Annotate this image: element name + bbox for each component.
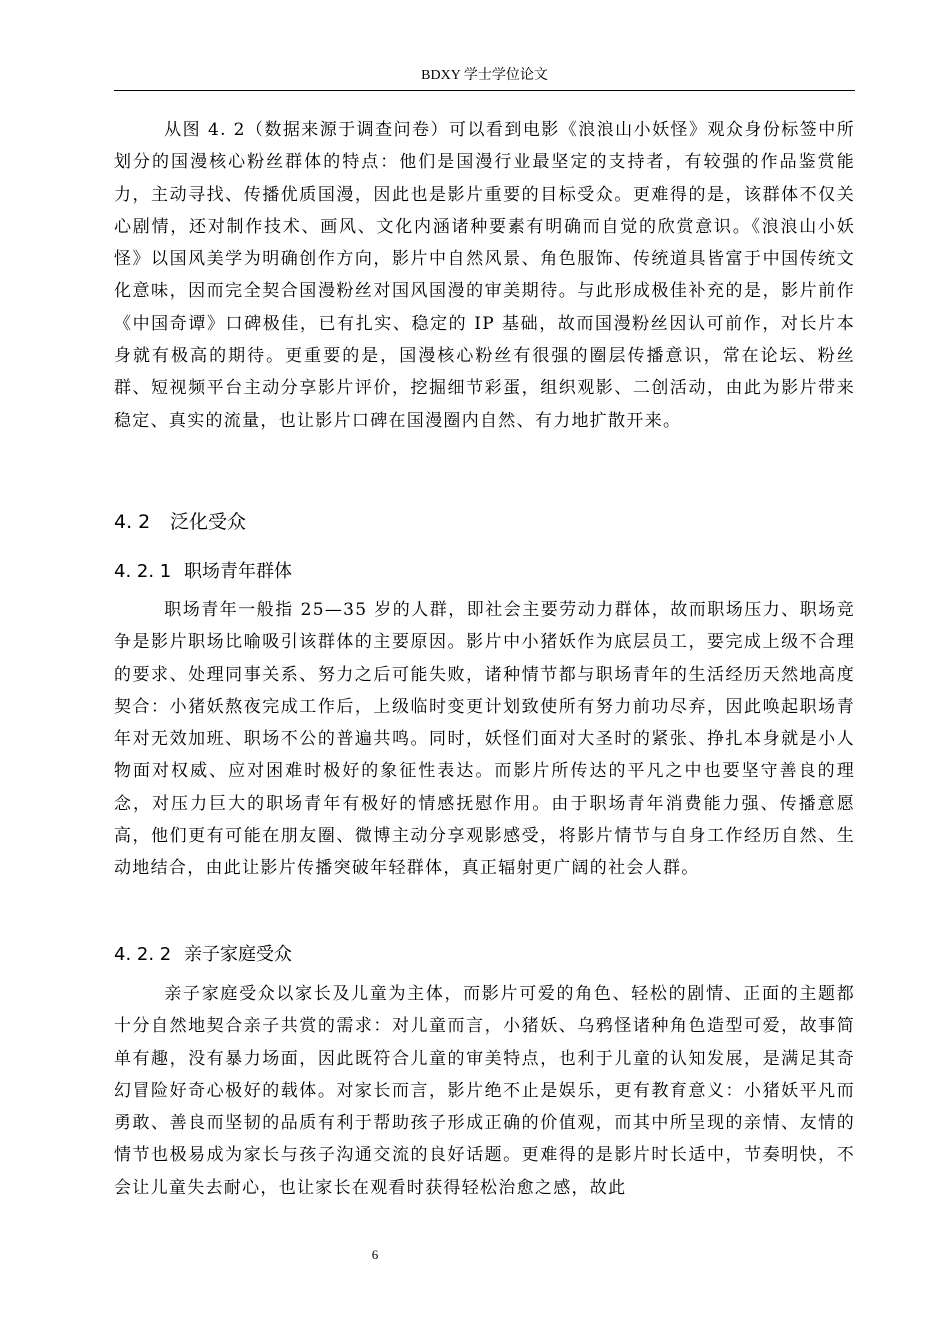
subsection-heading-4-2-2: [114, 943, 292, 967]
subsection-title: 职场青年群体: [184, 561, 292, 582]
section-number: 4. 2: [114, 511, 151, 533]
subsection-number: 4. 2. 2: [114, 944, 172, 965]
paragraph-core-fans: [114, 114, 855, 437]
subsection-heading-4-2-1: [114, 560, 292, 584]
header-rule: [114, 90, 855, 91]
paragraph-text: 职场青年一般指 25—35 岁的人群，即社会主要劳动力群体，故而职场压力、职场竞争是影片职场比喻吸引该群体的主要原因。影片中小猪妖作为底层员工，要完成上级不合理的要求、处理同事关系、努力之后可能失败，诸种情节都与职场青年的生活经历天然地高度契合：小猪妖熬夜完成工作后，上级临时变更计划致使所有努力前功尽弃，因此唤起职场青年对无效加班、职场不公的普遍共鸣。同时，妖怪们面对大圣时的紧张、挣扎本身就是小人物面对权威、应对困难时极好的象征性表达。而影片所传达的平凡之中也要坚守善良的理念，对压力巨大的职场青年有极好的情感抚慰作用。由于职场青年消费能力强、传播意愿高，他们更有可能在朋友圈、微博主动分享观影感受，将影片情节与自身工作经历自然、生动地结合，由此让影片传播突破年轻群体，真正辐射更广阔的社会人群。: [114, 600, 855, 879]
paragraph-family-audience: [114, 978, 855, 1204]
section-heading-4-2: [114, 509, 246, 535]
subsection-title: 亲子家庭受众: [184, 944, 292, 965]
paragraph-young-professionals: [114, 594, 855, 885]
running-header: BDXY 学士学位论文: [421, 68, 548, 83]
paragraph-text: 亲子家庭受众以家长及儿童为主体，而影片可爱的角色、轻松的剧情、正面的主题都十分自然地契合亲子共赏的需求：对儿童而言，小猪妖、乌鸦怪诸种角色造型可爱，故事简单有趣，没有暴力场面，因此既符合儿童的审美特点，也利于儿童的认知发展，是满足其奇幻冒险好奇心极好的载体。对家长而言，影片绝不止是娱乐，更有教育意义：小猪妖平凡而勇敢、善良而坚韧的品质有利于帮助孩子形成正确的价值观，而其中所呈现的亲情、友情的情节也极易成为家长与孩子沟通交流的良好话题。更难得的是影片时长适中，节奏明快，不会让儿童失去耐心，也让家长在观看时获得轻松治愈之感，故此: [114, 984, 855, 1198]
subsection-number: 4. 2. 1: [114, 561, 172, 582]
page-number: 6: [371, 1247, 379, 1262]
paragraph-text: 从图 4. 2（数据来源于调查问卷）可以看到电影《浪浪山小妖怪》观众身份标签中所划分的国漫核心粉丝群体的特点：他们是国漫行业最坚定的支持者，有较强的作品鉴赏能力，主动寻找、传播优质国漫，因此也是影片重要的目标受众。更难得的是，该群体不仅关心剧情，还对制作技术、画风、文化内涵诸种要素有明确而自觉的欣赏意识。《浪浪山小妖怪》以国风美学为明确创作方向，影片中自然风景、角色服饰、传统道具皆富于中国传统文化意味，因而完全契合国漫粉丝对国风国漫的审美期待。与此形成极佳补充的是，影片前作《中国奇谭》口碑极佳，已有扎实、稳定的 IP 基础，故而国漫粉丝因认可前作，对长片本身就有极高的期待。更重要的是，国漫核心粉丝有很强的圈层传播意识，常在论坛、粉丝群、短视频平台主动分享影片评价，挖掘细节彩蛋，组织观影、二创活动，由此为影片带来稳定、真实的流量，也让影片口碑在国漫圈内自然、有力地扩散开来。: [114, 120, 855, 431]
section-title: 泛化受众: [170, 511, 247, 533]
